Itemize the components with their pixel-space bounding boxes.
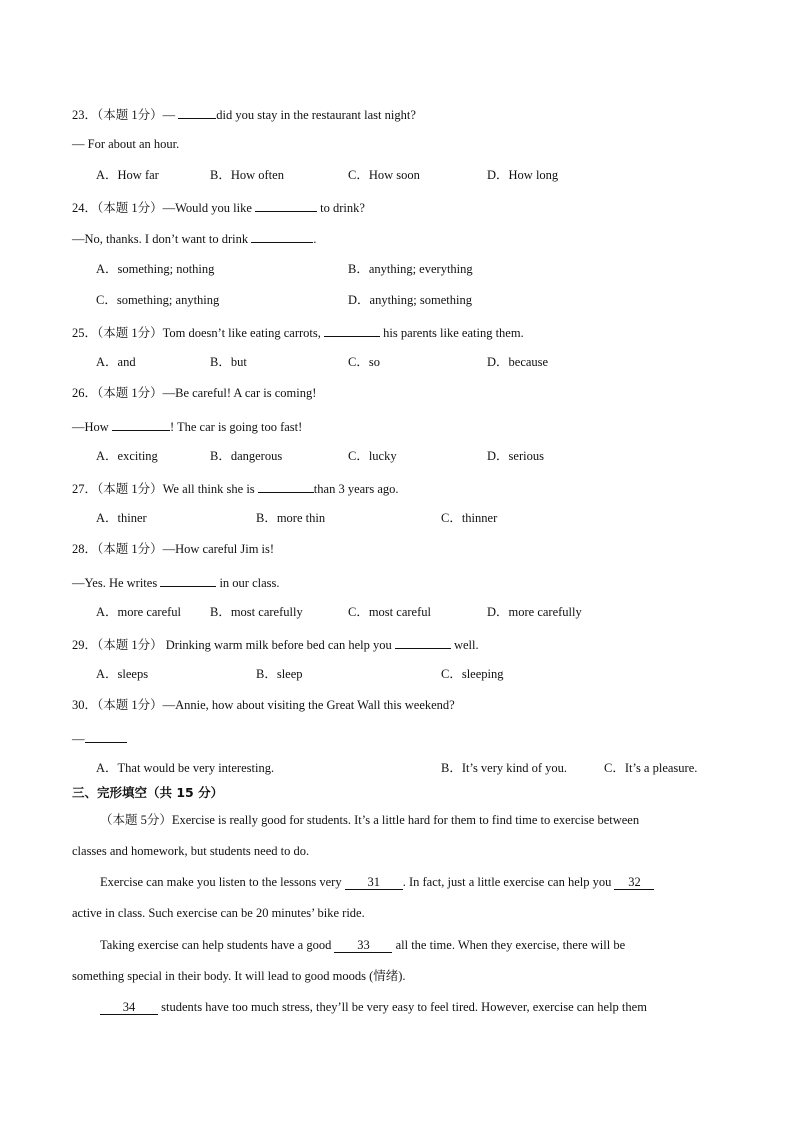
option-c: C．lucky [348, 449, 397, 463]
cloze-paragraph-3-line-1: Taking exercise can help students have a good 33 all the time. When they exercise, there will be [100, 938, 626, 952]
option-b: B．dangerous [210, 449, 283, 463]
option-c: C．thinner [441, 511, 498, 525]
cloze-paragraph-2-line-1: Exercise can make you listen to the lessons very 31 . In fact, just a little exercise can help you 32 [100, 874, 750, 890]
option-a: A．more careful [96, 605, 182, 619]
cloze-blank-33: 33 [334, 938, 392, 953]
cloze-blank-31: 31 [345, 875, 403, 890]
cloze-paragraph-4-line-1: 34 students have too much stress, they’ll be very easy to feel tired. However, exercise can help them [100, 999, 750, 1015]
option-b: B．How often [210, 168, 284, 182]
answer-blank [324, 323, 380, 337]
question-23-stem: 23．（本题 1分）— did you stay in the restaurant last night? [72, 105, 416, 123]
option-b: B．anything; everything [348, 262, 473, 276]
option-b: B．but [210, 355, 247, 369]
option-c: C．so [348, 355, 380, 369]
option-d: D．serious [487, 449, 544, 463]
question-25-stem: 25．（本题 1分）Tom doesn’t like eating carrots, his parents like eating them. [72, 323, 524, 341]
question-28-line2: —Yes. He writes in our class. [72, 573, 280, 591]
answer-blank [112, 417, 170, 431]
option-a: A．thiner [96, 511, 147, 525]
option-d: D．anything; something [348, 293, 472, 307]
question-28-stem: 28．（本题 1分）—How careful Jim is! [72, 542, 275, 556]
question-26-stem: 26．（本题 1分）—Be careful! A car is coming! [72, 386, 317, 400]
option-c: C．most careful [348, 605, 431, 619]
option-c: C．It’s a pleasure. [604, 761, 698, 775]
option-a: A．That would be very interesting. [96, 761, 275, 775]
answer-blank [160, 573, 216, 587]
option-d: D．How long [487, 168, 559, 182]
option-d: D．because [487, 355, 549, 369]
option-b: B．It’s very kind of you. [441, 761, 568, 775]
question-23-line2: — For about an hour. [72, 137, 180, 151]
question-26-line2: —How ! The car is going too fast! [72, 417, 302, 435]
answer-blank [251, 229, 313, 243]
question-30-line2: — [72, 729, 127, 747]
cloze-paragraph-3-line-2: something special in their body. It will lead to good moods (情绪). [72, 969, 406, 983]
option-a: A．exciting [96, 449, 158, 463]
answer-blank [85, 729, 127, 743]
option-b: B．most carefully [210, 605, 303, 619]
answer-blank [258, 479, 314, 493]
option-b: B．sleep [256, 667, 303, 681]
cloze-blank-34: 34 [100, 1000, 158, 1015]
question-24-line2: —No, thanks. I don’t want to drink . [72, 229, 316, 247]
cloze-paragraph-1-line-2: classes and homework, but students need to do. [72, 844, 310, 858]
option-c: C．something; anything [96, 293, 220, 307]
option-a: A．and [96, 355, 136, 369]
option-a: A．something; nothing [96, 262, 215, 276]
option-a: A．How far [96, 168, 159, 182]
option-c: C．How soon [348, 168, 420, 182]
option-b: B．more thin [256, 511, 326, 525]
question-30-stem: 30．（本题 1分）—Annie, how about visiting the Great Wall this weekend? [72, 698, 455, 712]
question-29-stem: 29．（本题 1分） Drinking warm milk before bed can help you well. [72, 635, 479, 653]
option-c: C．sleeping [441, 667, 504, 681]
option-d: D．more carefully [487, 605, 582, 619]
cloze-paragraph-1-line-1: （本题 5分）Exercise is really good for students. It’s a little hard for them to find time to exercise between [100, 813, 640, 827]
option-a: A．sleeps [96, 667, 149, 681]
answer-blank [255, 198, 317, 212]
answer-blank [395, 635, 451, 649]
answer-blank [178, 105, 216, 119]
cloze-paragraph-2-line-2: active in class. Such exercise can be 20 minutes’ bike ride. [72, 906, 365, 920]
cloze-blank-32: 32 [614, 875, 654, 890]
section-heading: 三、完形填空（共 15 分） [72, 785, 224, 800]
question-24-stem: 24．（本题 1分）—Would you like to drink? [72, 198, 365, 216]
question-27-stem: 27．（本题 1分）We all think she is than 3 years ago. [72, 479, 399, 497]
